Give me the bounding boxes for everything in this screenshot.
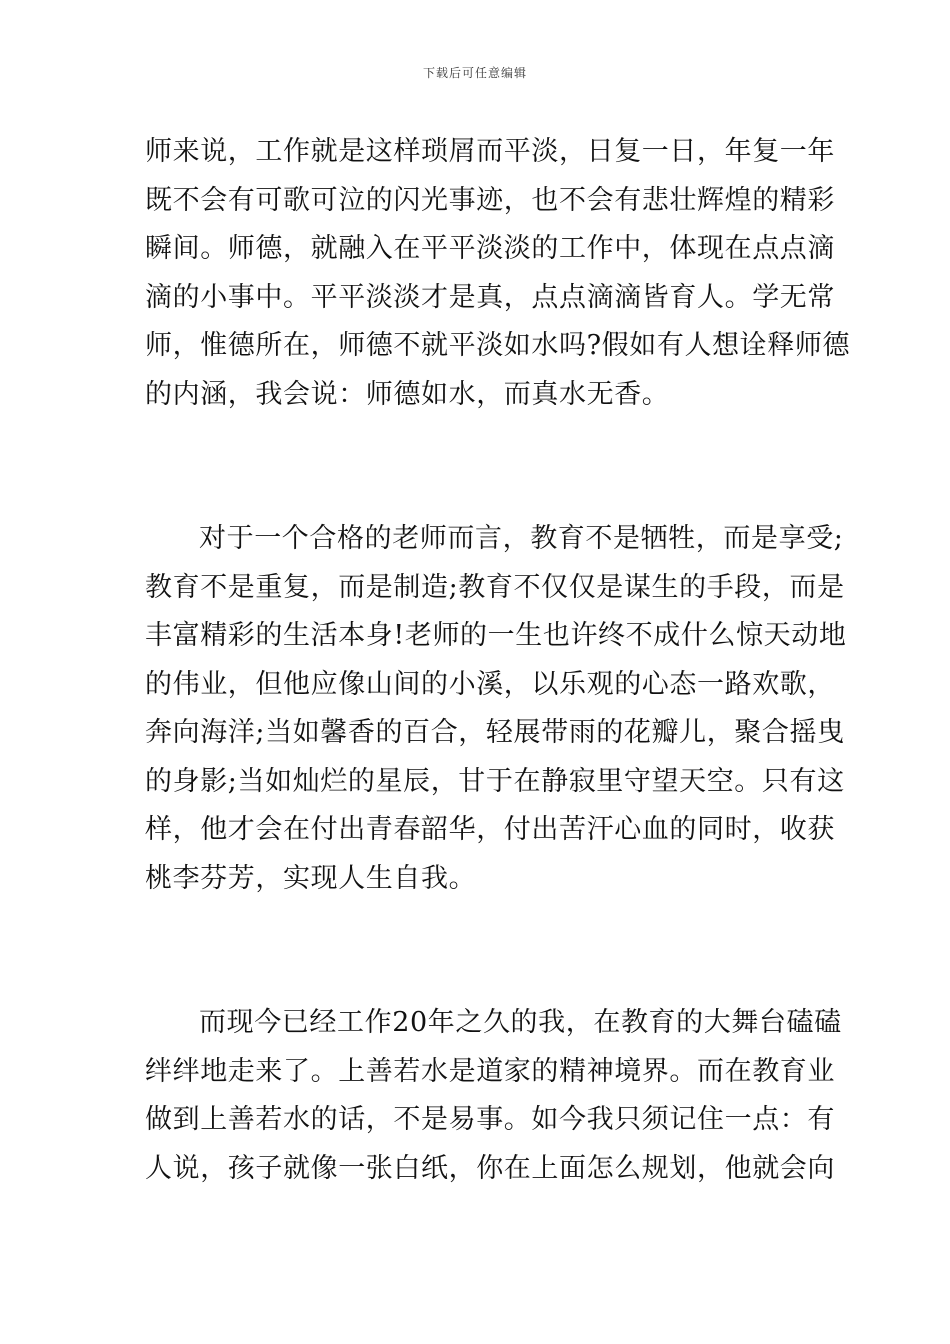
text-line: 滴的小事中。平平淡淡才是真，点点滴滴皆育人。学无常 — [145, 281, 835, 313]
page-header: 下载后可任意编辑 — [422, 66, 527, 80]
text-line: 绊绊地走来了。上善若水是道家的精神境界。而在教育业 — [145, 1055, 835, 1087]
text-line: 人说，孩子就像一张白纸，你在上面怎么规划，他就会向 — [145, 1152, 835, 1184]
text-line: 对于一个合格的老师而言，教育不是牺牲，而是享受; — [199, 523, 844, 554]
paragraph-spacer — [145, 419, 810, 515]
text-line: 的内涵，我会说：师德如水，而真水无香。 — [145, 378, 670, 410]
text-line: 桃李芬芳，实现人生自我。 — [145, 862, 477, 894]
text-line: 做到上善若水的话，不是易事。如今我只须记住一点：有 — [145, 1104, 835, 1135]
document-body — [145, 128, 851, 1193]
text-line: 师来说，工作就是这样琐屑而平淡，日复一日，年复一年 — [145, 136, 835, 167]
text-line: 样，他才会在付出青春韶华，付出苦汗心血的同时，收获 — [145, 814, 835, 845]
text-line: 既不会有可歌可泣的闪光事迹，也不会有悲壮辉煌的精彩 — [145, 184, 835, 216]
text-line: 教育不是重复，而是制造;教育不仅仅是谋生的手段，而是 — [145, 571, 845, 603]
text-line: 的身影;当如灿烂的星辰，甘于在静寂里守望天空。只有这 — [145, 765, 845, 797]
paragraph-spacer — [145, 903, 810, 999]
paragraph-1 — [145, 128, 851, 419]
paragraph-2 — [145, 515, 847, 903]
text-line: 奔向海洋;当如馨香的百合，轻展带雨的花瓣儿，聚合摇曳 — [145, 717, 845, 748]
text-line: 瞬间。师德，就融入在平平淡淡的工作中，体现在点点滴 — [145, 233, 835, 264]
text-line: 丰富精彩的生活本身!老师的一生也许终不成什么惊天动地 — [145, 620, 847, 651]
text-line: 的伟业，但他应像山间的小溪，以乐观的心态一路欢歌， — [145, 668, 835, 700]
text-line: 而现今已经工作20年之久的我，在教育的大舞台磕磕 — [199, 1007, 842, 1038]
paragraph-3 — [145, 999, 842, 1193]
text-line: 师，惟德所在，师德不就平淡如水吗?假如有人想诠释师德 — [145, 330, 851, 361]
